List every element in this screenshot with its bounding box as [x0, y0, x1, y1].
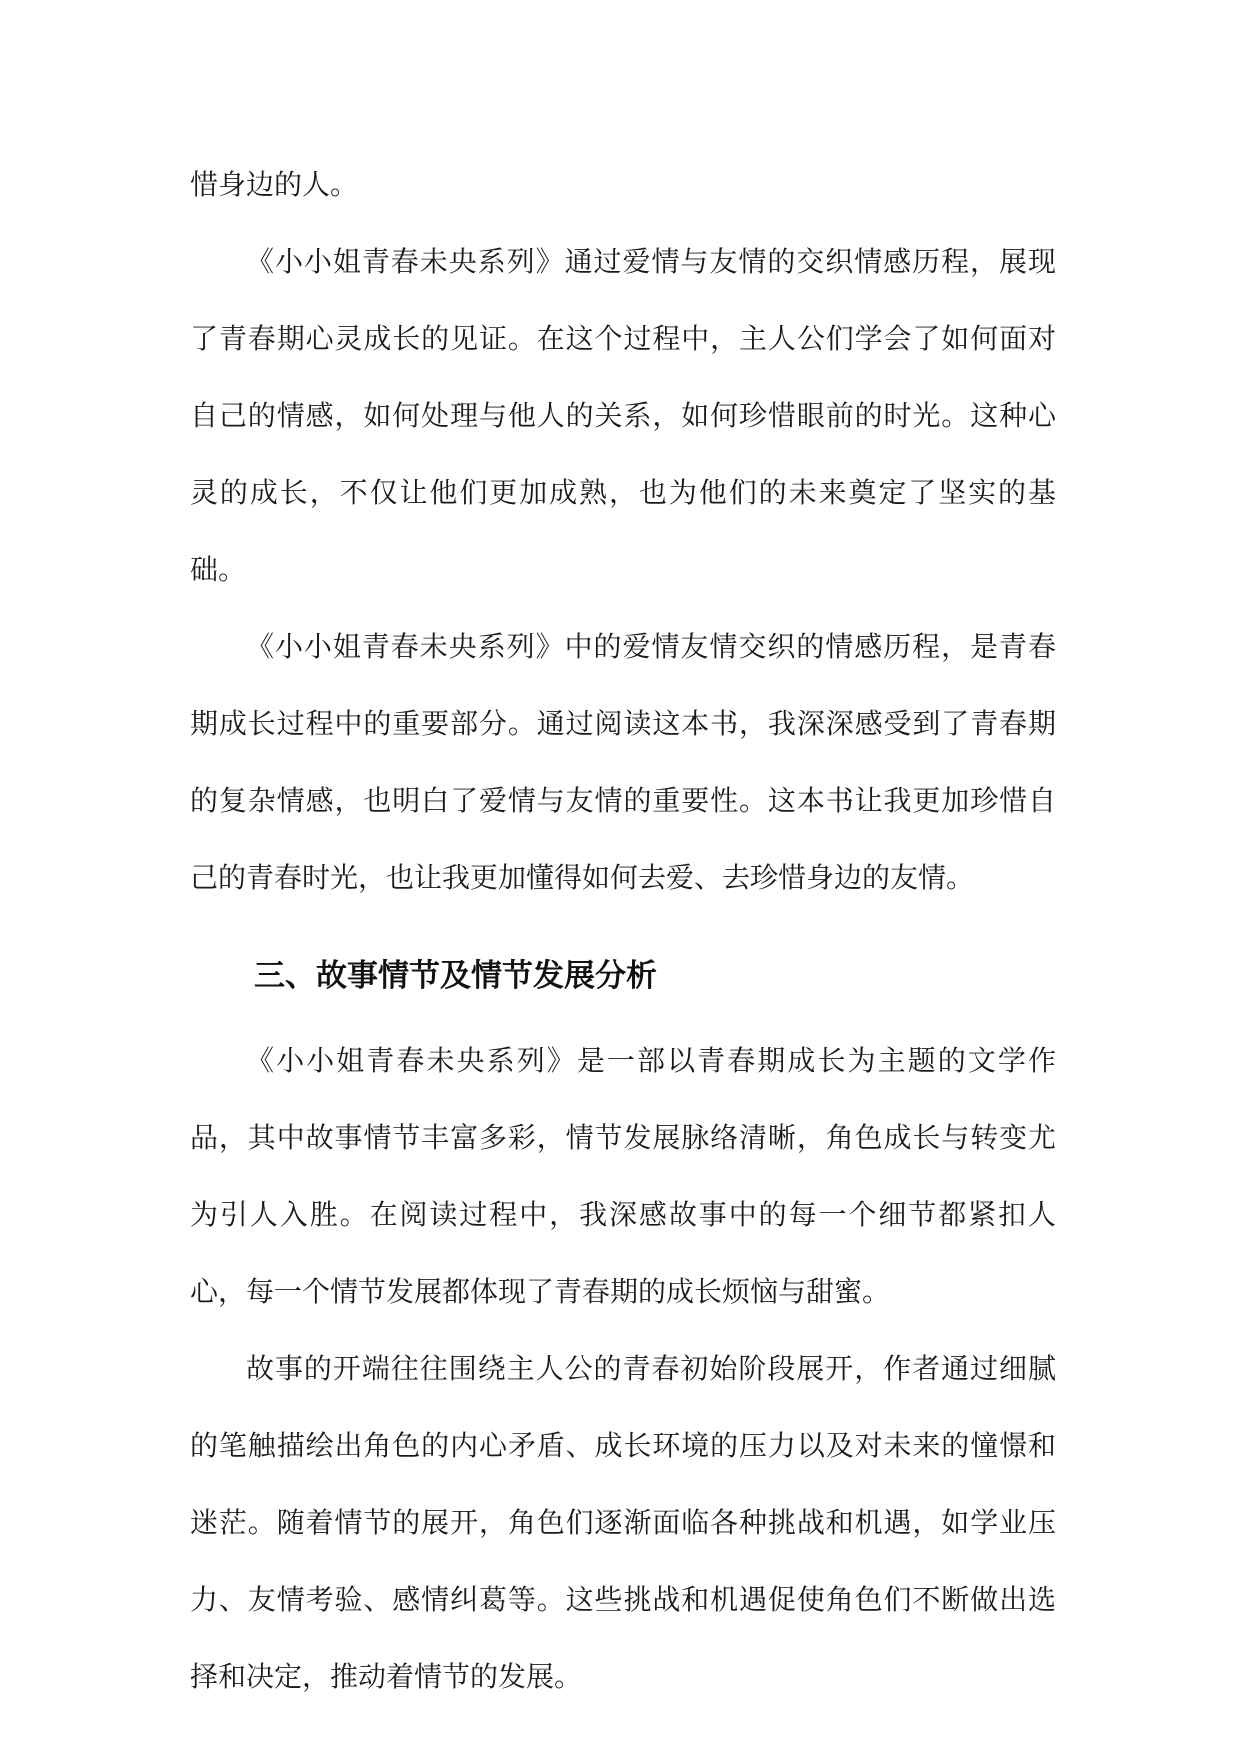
paragraph: 《小小姐青春未央系列》通过爱情与友情的交织情感历程，展现了青春期心灵成长的见证。在这个过程中，主人公们学会了如何面对自己的情感，如何处理与他人的关系，如何珍惜眼前的时光。这种心灵的成长，不仅让他们更加成熟，也为他们的未来奠定了坚实的基础。	[190, 245, 1056, 586]
paragraph: 《小小姐青春未央系列》是一部以青春期成长为主题的文学作品，其中故事情节丰富多彩，情节发展脉络清晰，角色成长与转变尤为引人入胜。在阅读过程中，我深感故事中的每一个细节都紧扣人心，每一个情节发展都体现了青春期的成长烦恼与甜蜜。	[190, 1044, 1056, 1308]
paragraph: 《小小姐青春未央系列》中的爱情友情交织的情感历程，是青春期成长过程中的重要部分。通过阅读这本书，我深深感受到了青春期的复杂情感，也明白了爱情与友情的重要性。这本书让我更加珍惜自己的青春时光，也让我更加懂得如何去爱、去珍惜身边的友情。	[190, 630, 1056, 894]
section-heading: 三、故事情节及情节发展分析	[254, 958, 657, 994]
paragraph: 故事的开端往往围绕主人公的青春初始阶段展开，作者通过细腻的笔触描绘出角色的内心矛盾、成长环境的压力以及对未来的憧憬和迷茫。随着情节的展开，角色们逐渐面临各种挑战和机遇，如学业压力、友情考验、感情纠葛等。这些挑战和机遇促使角色们不断做出选择和决定，推动着情节的发展。	[190, 1352, 1056, 1693]
document-body	[190, 146, 1056, 1715]
paragraph-continuation: 惜身边的人。	[190, 168, 359, 201]
